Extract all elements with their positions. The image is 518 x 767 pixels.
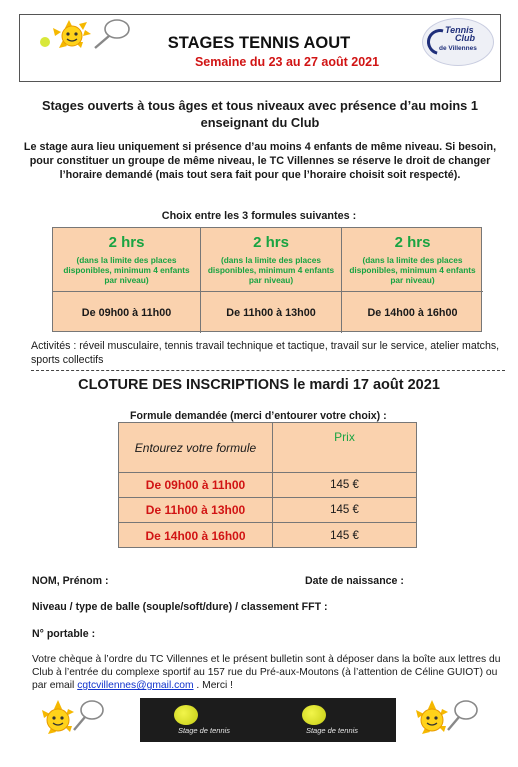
formula-slot[interactable]: De 11h00 à 13h00 <box>145 503 246 517</box>
formula-time: De 11h00 à 13h00 <box>201 292 342 333</box>
banner-label: Stage de tennis <box>305 726 359 735</box>
formula-slot[interactable]: De 14h00 à 16h00 <box>145 528 246 543</box>
email-link[interactable]: cgtcvillennes@gmail.com <box>77 680 194 691</box>
intro-text: Stages ouverts à tous âges et tous niveaux avec présence d’au moins 1 enseignant du Club <box>42 98 478 130</box>
formula-cell <box>201 228 342 292</box>
page-title: STAGES TENNIS AOUT <box>167 34 351 52</box>
header-formula: Entourez votre formule <box>119 423 273 472</box>
choice-label: Choix entre les 3 formules suivantes : <box>161 210 357 222</box>
formulas-table <box>52 227 482 332</box>
formula-price: 145 € <box>330 529 359 542</box>
table-row[interactable] <box>119 498 416 523</box>
table-row[interactable] <box>119 473 416 498</box>
formula-duration: 2 hrs <box>253 234 289 251</box>
table-row[interactable] <box>119 523 416 548</box>
tennis-club-logo: Tennis Club de Villennes <box>422 18 494 66</box>
stage-banner-image <box>268 698 396 742</box>
sun-racket-logo <box>404 696 484 742</box>
birthdate-field-label: Date de naissance : <box>305 575 404 587</box>
formula-note: (dans la limite des places disponibles, minimum 4 enfants par niveau) <box>207 255 335 285</box>
formula-note: (dans la limite des places disponibles, minimum 4 enfants par niveau) <box>349 255 476 285</box>
formula-price: 145 € <box>330 479 359 491</box>
activities-text: Activités : réveil musculaire, tennis travail technique et tactique, travail sur le service, atelier matchs, sports collectifs <box>31 340 500 366</box>
formula-cell <box>342 228 483 292</box>
formula-price: 145 € <box>330 504 359 516</box>
level-field-label: Niveau / type de balle (souple/soft/dure) / classement FFT : <box>32 601 328 613</box>
formula-duration: 2 hrs <box>394 234 431 251</box>
page-subtitle: Semaine du 23 au 27 août 2021 <box>194 55 380 69</box>
price-table <box>118 422 417 548</box>
footer-instructions: Votre chèque à l’ordre du TC Villennes et le présent bulletin sont à déposer dans la boîte aux lettres du Club à l’entrée du complexe sportif au 157 rue du Pré-aux-Moutons (à l’attention de Céline GUIOT) ou par email cgtcvillennes@gmail.com . Merci ! <box>32 654 501 691</box>
formula-time: De 09h00 à 11h00 <box>53 292 201 333</box>
price-table-header <box>119 423 416 473</box>
tennis-ball-icon <box>174 705 198 725</box>
dashed-divider <box>31 370 505 371</box>
formula-cell <box>53 228 201 292</box>
name-field-label: NOM, Prénom : <box>32 575 109 587</box>
sun-racket-logo <box>30 696 110 742</box>
formula-duration: 2 hrs <box>108 234 145 251</box>
formula-slot[interactable]: De 09h00 à 11h00 <box>145 478 246 492</box>
formula-time: De 14h00 à 16h00 <box>367 306 458 319</box>
formula-choice-label: Formule demandée (merci d’entourer votre choix) : <box>130 410 387 422</box>
registration-deadline: CLOTURE DES INSCRIPTIONS le mardi 17 août 2021 <box>78 377 440 393</box>
conditions-paragraph: Le stage aura lieu uniquement si présence d’au moins 4 enfants de même niveau. Si besoin, pour constituer un groupe de même niveau, le TC Villennes se réserve le droit de changer l’horaire demandé (mais tout sera fait pour que l’horaire choisit soit respecté). <box>23 141 497 181</box>
phone-field-label: N° portable : <box>32 628 96 640</box>
header-price: Prix <box>334 430 355 444</box>
stage-banner-image <box>140 698 268 742</box>
banner-label: Stage de tennis <box>177 726 231 735</box>
tennis-ball-icon <box>302 705 326 725</box>
formula-note: (dans la limite des places disponibles, minimum 4 enfants par niveau) <box>63 255 190 285</box>
